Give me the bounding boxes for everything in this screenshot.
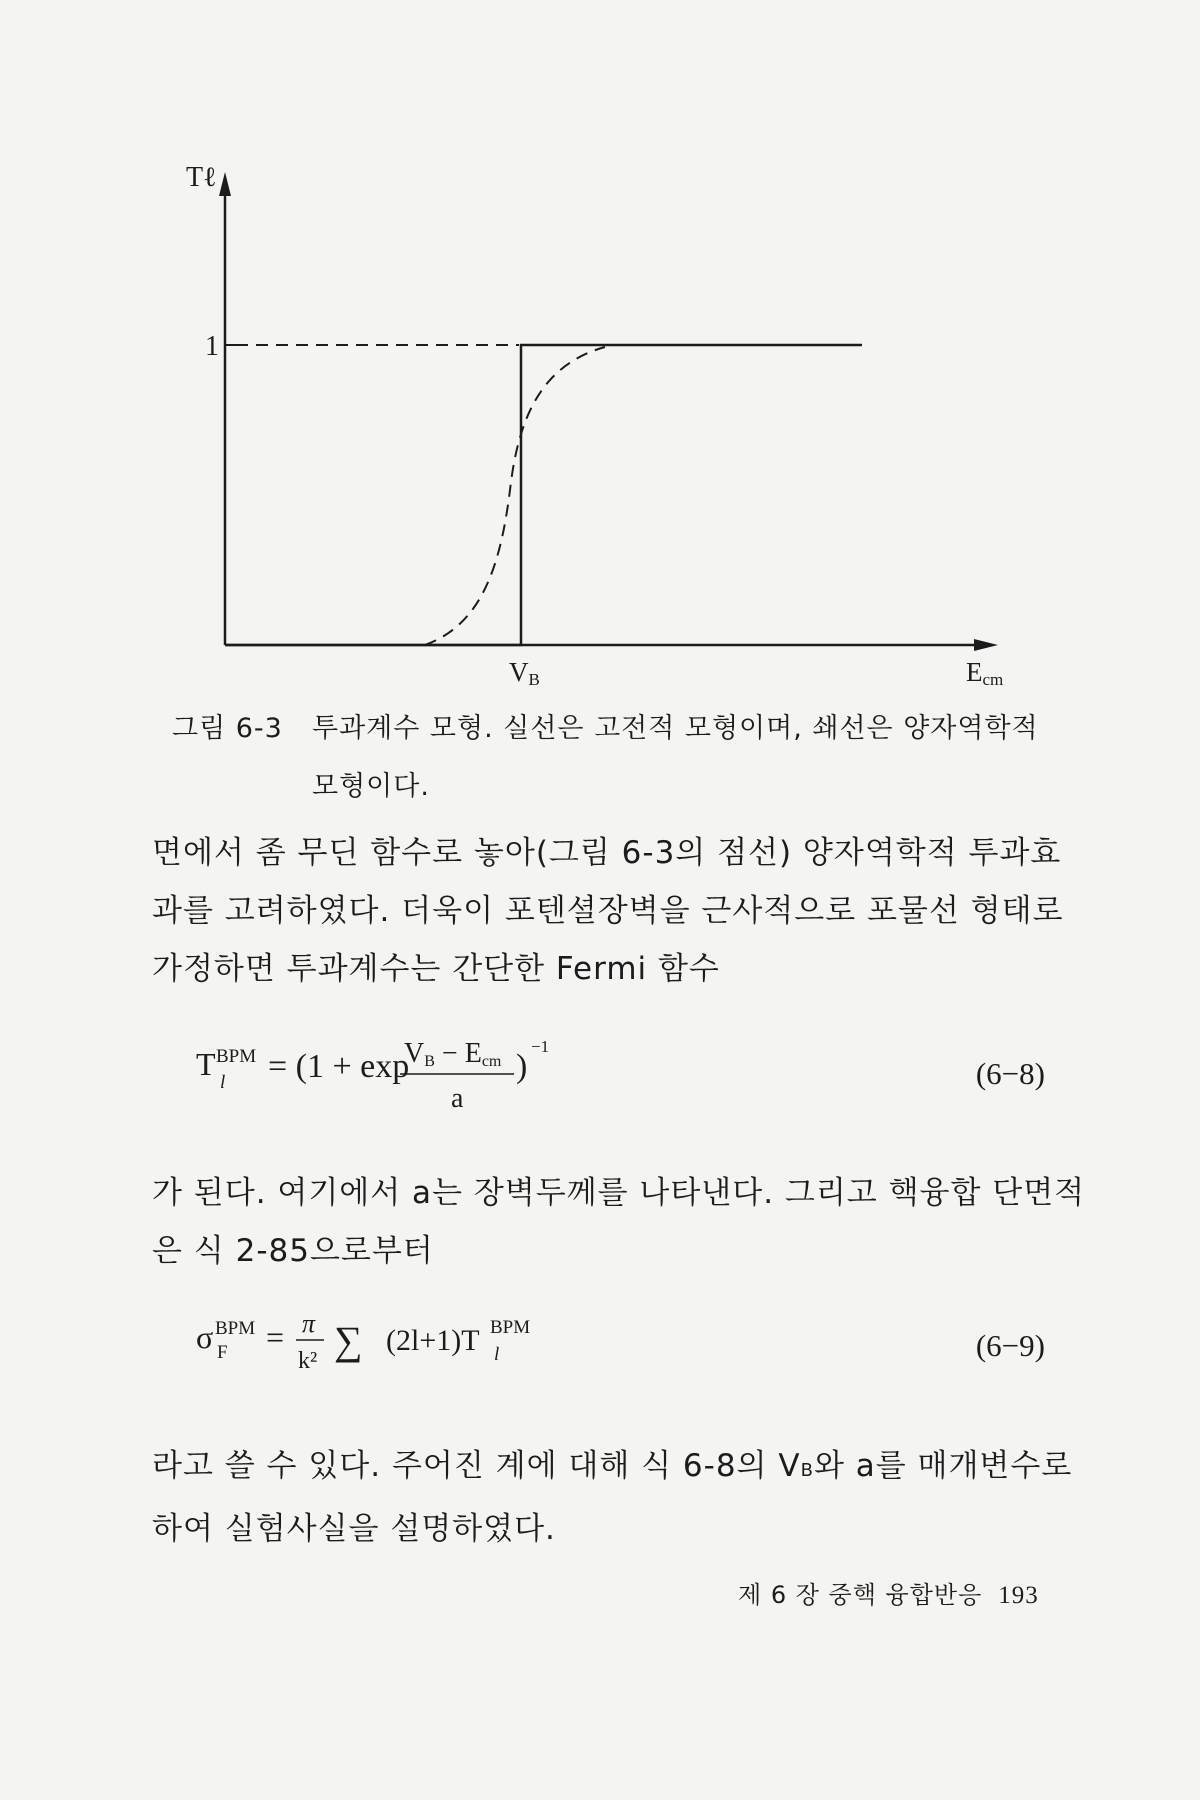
eq2-frac-den: k² bbox=[298, 1348, 318, 1374]
y-axis-label: Tℓ bbox=[186, 162, 217, 193]
figure-caption bbox=[172, 700, 1039, 816]
eq1-body: = (1 + exp bbox=[268, 1048, 410, 1085]
eq2-sum: ∑ bbox=[334, 1318, 363, 1363]
paragraph-1-line-1: 면에서 좀 무딘 함수로 놓아(그림 6-3의 점선) 양자역학적 투과효 bbox=[152, 835, 1062, 871]
equation-6-9-svg bbox=[196, 1300, 576, 1390]
eq2-lhs-sup: BPM bbox=[215, 1318, 256, 1339]
chapter-title: 제 6 장 중핵 융합반응 bbox=[738, 1581, 983, 1609]
eq1-lhs-sup: BPM bbox=[216, 1046, 257, 1067]
caption-line1: 투과계수 모형. 실선은 고전적 모형이며, 쇄선은 양자역학적 bbox=[312, 713, 1039, 744]
x-axis-arrow bbox=[974, 639, 998, 651]
caption-number: 그림 6-3 bbox=[172, 713, 283, 744]
paragraph-2-line-2: 은 식 2-85으로부터 bbox=[152, 1233, 434, 1269]
eq1-close: ) bbox=[516, 1048, 528, 1085]
paragraph-1 bbox=[152, 824, 1064, 998]
eq2-term: (2l+1)T bbox=[386, 1324, 480, 1357]
equation-6-8 bbox=[196, 1030, 616, 1128]
eq1-numerator: VB − Ecm bbox=[404, 1038, 502, 1070]
eq2-lhs-sub: F bbox=[217, 1342, 228, 1363]
paragraph-3-line-2: 하여 실험사실을 설명하였다. bbox=[152, 1511, 556, 1547]
y-axis-arrow bbox=[219, 172, 231, 196]
caption-line2: 모형이다. bbox=[312, 771, 430, 802]
eq1-lhs-sub: l bbox=[220, 1072, 226, 1093]
equation-number-6-9: (6−9) bbox=[975, 1328, 1045, 1363]
paragraph-3-line-1: 라고 쓸 수 있다. 주어진 계에 대해 식 6-8의 VB와 a를 매개변수로 bbox=[152, 1448, 1073, 1484]
paragraph-1-line-3: 가정하면 투과계수는 간단한 Fermi 함수 bbox=[152, 951, 720, 987]
eq2-term-sup: BPM bbox=[490, 1317, 531, 1338]
eq2-term-sub: l bbox=[494, 1344, 500, 1365]
equation-number-6-8: (6−8) bbox=[975, 1056, 1045, 1091]
classical-step-curve bbox=[225, 345, 862, 645]
y-tick-label: 1 bbox=[205, 331, 219, 362]
ecm-label: Ecm bbox=[966, 657, 1004, 689]
paragraph-2-line-1: 가 된다. 여기에서 a는 장벽두께를 나타낸다. 그리고 핵융합 단면적 bbox=[152, 1175, 1086, 1211]
paragraph-2 bbox=[152, 1164, 1086, 1280]
eq2-lhs: σ bbox=[196, 1319, 214, 1355]
equation-6-9 bbox=[196, 1300, 576, 1398]
eq1-lhs: T bbox=[196, 1046, 216, 1082]
eq2-frac-num: π bbox=[302, 1309, 316, 1338]
transmission-figure bbox=[0, 0, 1200, 700]
paragraph-1-line-2: 과를 고려하였다. 더욱이 포텐셜장벽을 근사적으로 포물선 형태로 bbox=[152, 893, 1064, 929]
eq1-exponent: −1 bbox=[531, 1037, 550, 1056]
eq2-equals: = bbox=[266, 1319, 285, 1355]
equation-6-8-svg bbox=[196, 1030, 616, 1120]
paragraph-3 bbox=[152, 1437, 1073, 1558]
vb-label: VB bbox=[509, 657, 540, 689]
page-footer bbox=[738, 1575, 1039, 1610]
page-number: 193 bbox=[998, 1582, 1039, 1609]
quantum-dashed-curve bbox=[425, 347, 605, 645]
eq1-denominator: a bbox=[451, 1083, 464, 1114]
